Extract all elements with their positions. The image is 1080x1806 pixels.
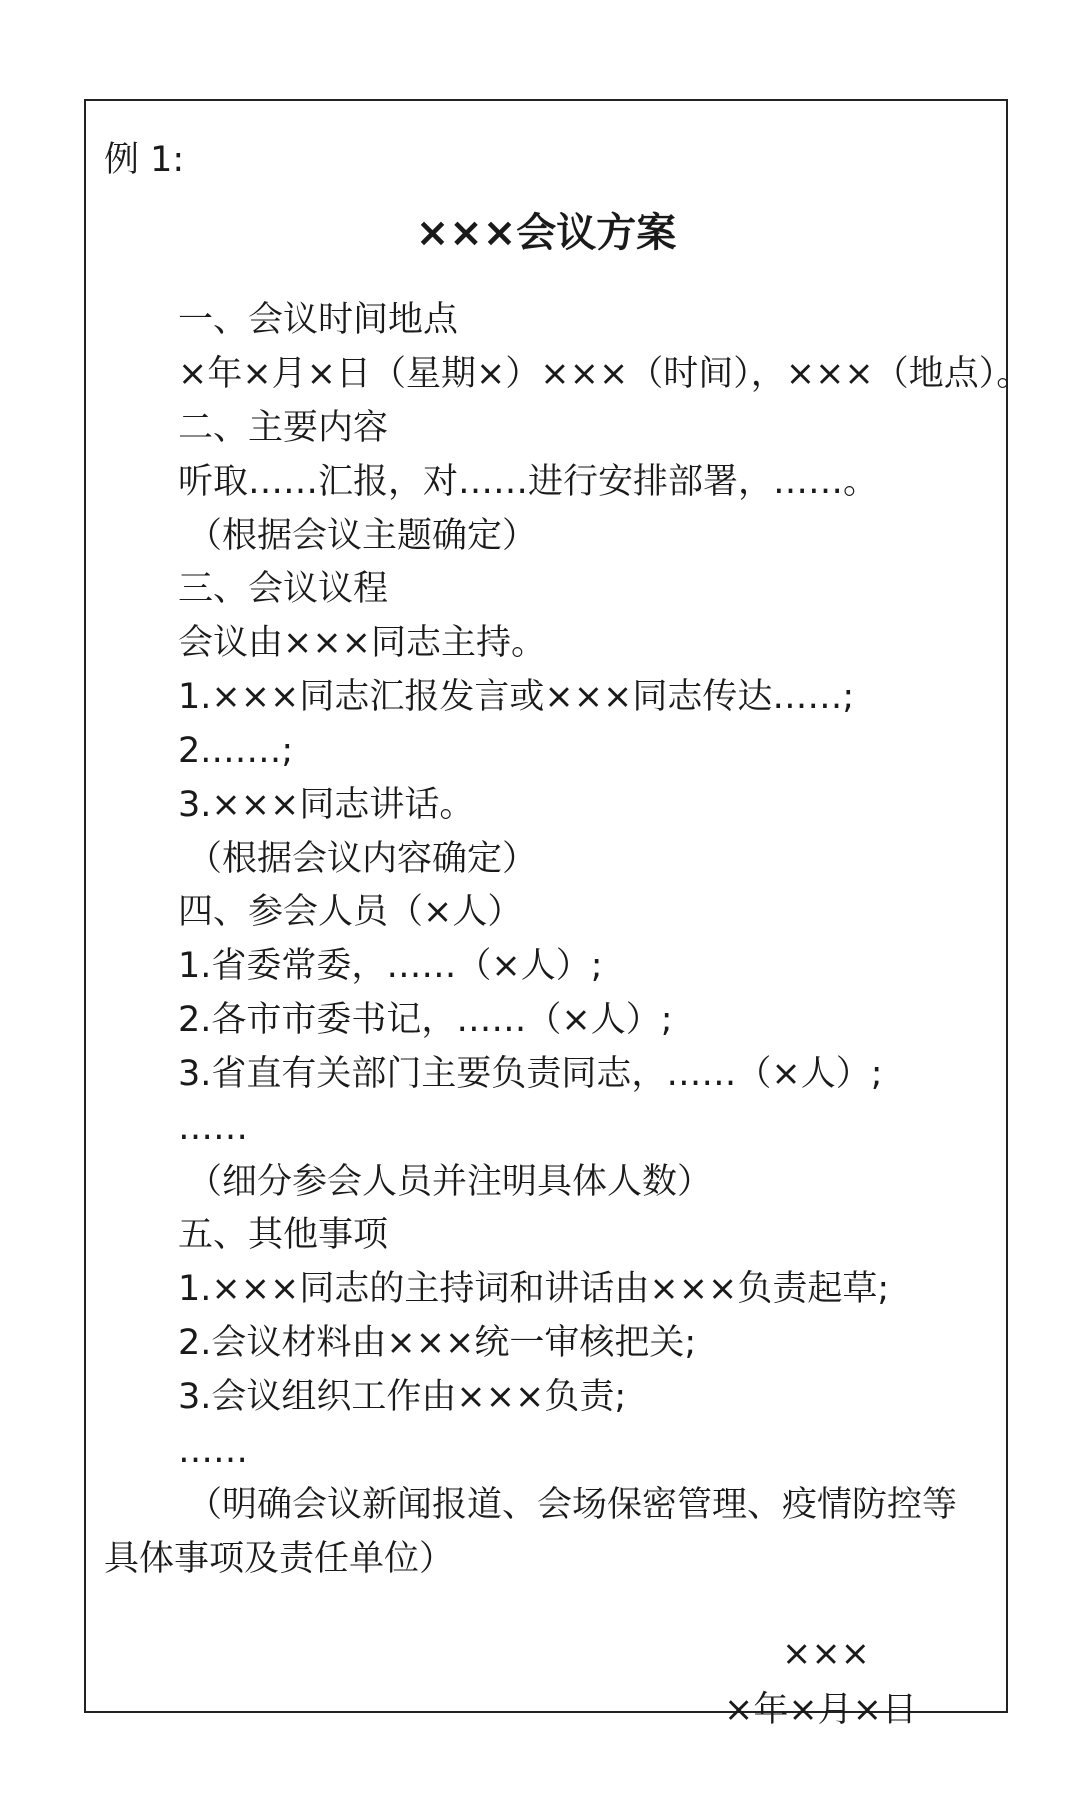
body-line-agenda-host: 会议由×××同志主持。 [178, 623, 546, 663]
body-line-attendees-2: 2.各市市委书记，……（×人）; [178, 1000, 673, 1040]
signature-signer: ××× [782, 1634, 870, 1674]
note-line-attendees: （细分参会人员并注明具体人数） [187, 1162, 713, 1202]
body-line-content: 听取……汇报，对……进行安排部署，……。 [178, 462, 879, 502]
section-heading-other: 五、其他事项 [178, 1215, 389, 1255]
section-heading-agenda: 三、会议议程 [178, 569, 389, 609]
body-line-attendees-1: 1.省委常委，……（×人）; [178, 946, 603, 986]
note-line-other: （明确会议新闻报道、会场保密管理、疫情防控等 [187, 1485, 958, 1525]
body-line-other-ellipsis: …… [178, 1431, 248, 1471]
section-heading-attendees: 四、参会人员（×人） [178, 892, 523, 932]
body-line-other-2: 2.会议材料由×××统一审核把关; [178, 1323, 697, 1363]
signature-date: ×年×月×日 [724, 1690, 917, 1730]
example-label: 例 1: [104, 140, 185, 180]
body-line-agenda-2: 2.……; [178, 731, 294, 771]
body-line-agenda-1: 1.×××同志汇报发言或×××同志传达……; [178, 677, 855, 717]
document-title: ×××会议方案 [415, 210, 677, 256]
body-line-other-1: 1.×××同志的主持词和讲话由×××负责起草; [178, 1269, 890, 1309]
body-line-agenda-3: 3.×××同志讲话。 [178, 785, 475, 825]
body-line-time-place: ×年×月×日（星期×）×××（时间），×××（地点）。 [178, 354, 1032, 394]
body-line-attendees-ellipsis: …… [178, 1108, 248, 1148]
body-line-other-3: 3.会议组织工作由×××负责; [178, 1377, 627, 1417]
section-heading-time-place: 一、会议时间地点 [178, 300, 459, 340]
note-line-other-continued: 具体事项及责任单位） [104, 1539, 455, 1579]
note-line-agenda: （根据会议内容确定） [187, 839, 538, 879]
section-heading-content: 二、主要内容 [178, 408, 389, 448]
note-line-content: （根据会议主题确定） [187, 516, 538, 556]
body-line-attendees-3: 3.省直有关部门主要负责同志，……（×人）; [178, 1054, 883, 1094]
